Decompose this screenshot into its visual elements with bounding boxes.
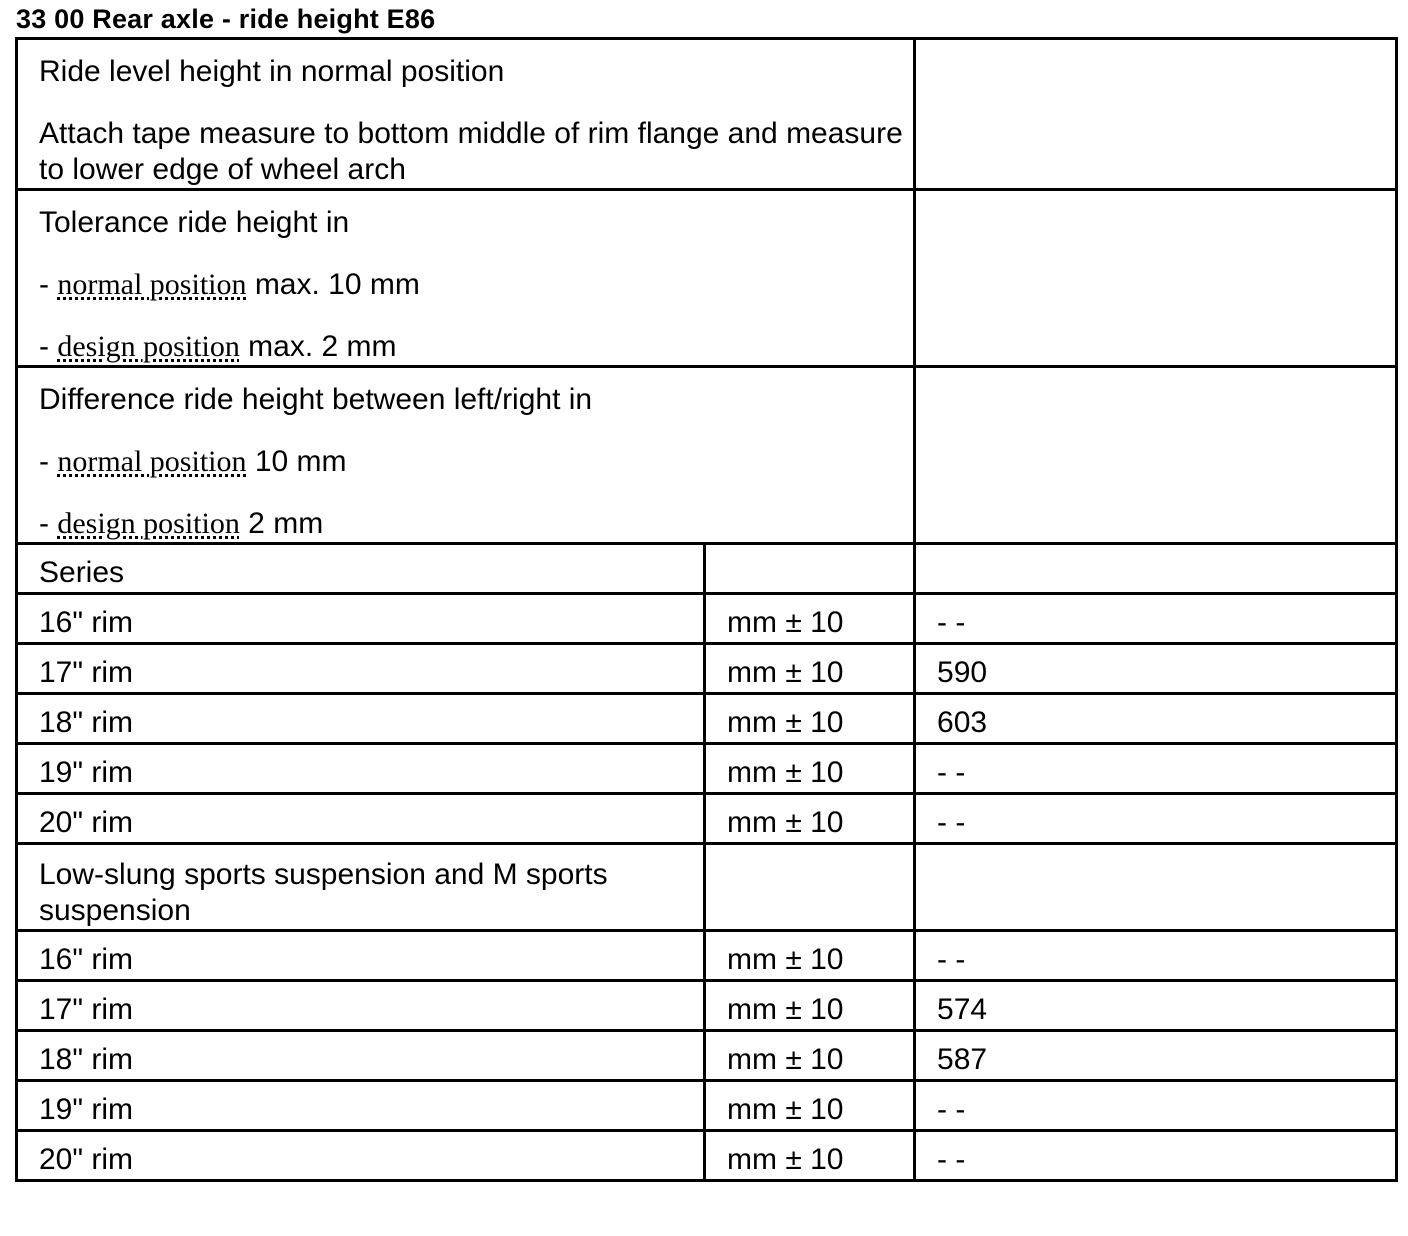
tolerance-design (39, 329, 913, 365)
tolerance-unit: mm ± 10 (705, 644, 915, 694)
series-heading-unit (705, 544, 915, 594)
table-row (17, 744, 1397, 794)
table-row (17, 981, 1397, 1031)
difference-design-prefix: - (39, 507, 58, 540)
table-row (17, 1131, 1397, 1181)
ride-height-table (15, 37, 1398, 1182)
tolerance-design-term: design position (57, 330, 240, 363)
rim-size: 18" rim (17, 1031, 705, 1081)
tolerance-design-value: max. 2 mm (239, 330, 397, 363)
difference-normal-value: 10 mm (246, 445, 347, 478)
tolerance-value-cell (915, 190, 1397, 367)
sports-heading-unit (705, 844, 915, 931)
difference-normal (39, 444, 913, 480)
intro-value-cell (915, 39, 1397, 190)
table-row (17, 794, 1397, 844)
tolerance-unit: mm ± 10 (705, 594, 915, 644)
ride-height-value: - - (915, 1081, 1397, 1131)
ride-height-value: - - (915, 594, 1397, 644)
rim-size: 17" rim (17, 981, 705, 1031)
table-row (17, 1031, 1397, 1081)
tolerance-unit: mm ± 10 (705, 794, 915, 844)
tolerance-normal-prefix: - (39, 268, 58, 301)
ride-height-value: 574 (915, 981, 1397, 1031)
rim-size: 17" rim (17, 644, 705, 694)
sports-heading-row (17, 844, 1397, 931)
intro-instruction: Attach tape measure to bottom middle of rim flange and measure to lower edge of wheel arch (39, 117, 903, 186)
page-title: 33 00 Rear axle - ride height E86 (16, 4, 436, 34)
tolerance-unit: mm ± 10 (705, 694, 915, 744)
difference-value-cell (915, 367, 1397, 544)
difference-design-term: design position (57, 507, 240, 540)
sports-heading: Low-slung sports suspension and M sports suspension (17, 844, 705, 931)
series-heading-value (915, 544, 1397, 594)
tolerance-cell (17, 190, 915, 367)
rim-size: 19" rim (17, 744, 705, 794)
rim-size: 16" rim (17, 594, 705, 644)
table-row (17, 1081, 1397, 1131)
ride-height-value: - - (915, 1131, 1397, 1181)
rim-size: 20" rim (17, 1131, 705, 1181)
tolerance-normal (39, 267, 913, 303)
rim-size: 18" rim (17, 694, 705, 744)
table-row (17, 931, 1397, 981)
rim-size: 16" rim (17, 931, 705, 981)
rim-size: 20" rim (17, 794, 705, 844)
tolerance-row (17, 190, 1397, 367)
rim-size: 19" rim (17, 1081, 705, 1131)
difference-normal-prefix: - (39, 445, 58, 478)
difference-design (39, 506, 913, 542)
difference-row (17, 367, 1397, 544)
ride-height-value: - - (915, 931, 1397, 981)
tolerance-normal-value: max. 10 mm (246, 268, 420, 301)
table-row (17, 644, 1397, 694)
tolerance-unit: mm ± 10 (705, 981, 915, 1031)
ride-height-value: 603 (915, 694, 1397, 744)
tolerance-unit: mm ± 10 (705, 1031, 915, 1081)
series-heading: Series (17, 544, 705, 594)
intro-cell (17, 39, 915, 190)
tolerance-unit: mm ± 10 (705, 1131, 915, 1181)
ride-height-value: - - (915, 794, 1397, 844)
tolerance-normal-term: normal position (57, 268, 247, 301)
tolerance-unit: mm ± 10 (705, 1081, 915, 1131)
ride-height-value: - - (915, 744, 1397, 794)
sports-heading-value (915, 844, 1397, 931)
intro-row (17, 39, 1397, 190)
tolerance-design-prefix: - (39, 330, 58, 363)
table-row (17, 594, 1397, 644)
ride-height-value: 590 (915, 644, 1397, 694)
tolerance-unit: mm ± 10 (705, 744, 915, 794)
intro-heading: Ride level height in normal position (39, 55, 505, 88)
table-row (17, 694, 1397, 744)
series-heading-row (17, 544, 1397, 594)
difference-normal-term: normal position (57, 445, 247, 478)
difference-cell (17, 367, 915, 544)
difference-heading: Difference ride height between left/right in (39, 383, 593, 416)
difference-design-value: 2 mm (239, 507, 324, 540)
tolerance-unit: mm ± 10 (705, 931, 915, 981)
tolerance-heading: Tolerance ride height in (39, 206, 350, 239)
ride-height-value: 587 (915, 1031, 1397, 1081)
